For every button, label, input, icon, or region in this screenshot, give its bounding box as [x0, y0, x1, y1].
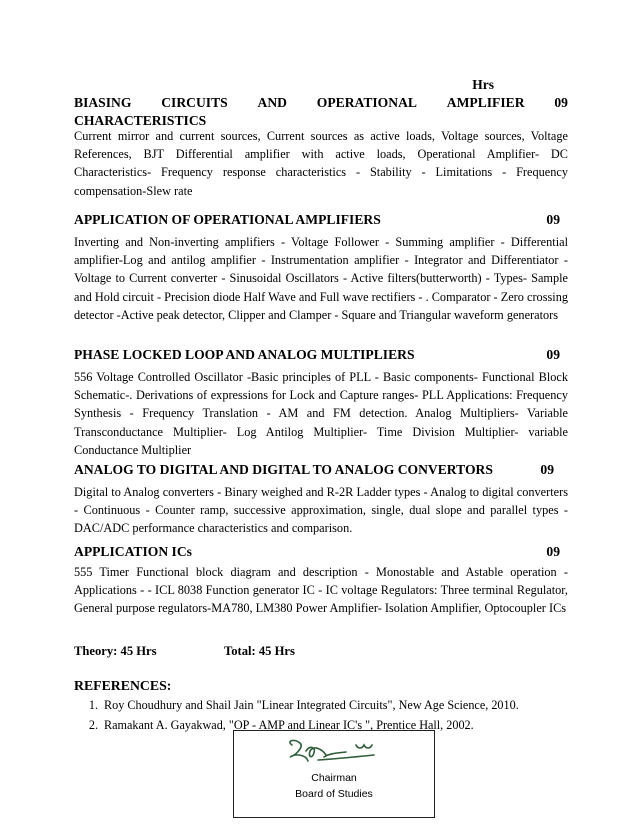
section-hours: 09 [546, 212, 560, 227]
section-1-body: Current mirror and current sources, Current sources as active loads, Voltage sources, Voltage References, BJT Differential amplifier with active loads, Operational Amplifier- DC Characteristics- Frequency response characteristics - Stability - Limitations - Frequency compensation-Slew rate [74, 129, 568, 198]
section-2-heading [74, 211, 568, 228]
heading-word: AND [257, 95, 287, 110]
section-title: ANALOG TO DIGITAL AND DIGITAL TO ANALOG CONVERTORS [74, 462, 493, 477]
section-1-hours: 09 [554, 95, 568, 110]
section-title: APPLICATION OF OPERATIONAL AMPLIFIERS [74, 212, 381, 227]
theory-hours: Theory: 45 Hrs [74, 644, 157, 658]
section-3-body: 556 Voltage Controlled Oscillator -Basic principles of PLL - Basic components- Functional Block Schematic-. Derivations of expressions for Lock and Capture ranges- PLL Applications: Frequency Synthesis - Frequency Translation - AM and FM detection. Analog Multipliers- Variable Transconductance Multiplier- Log Antilog Multiplier- Time Division Multiplier- variable Conductance Multiplier [74, 370, 568, 457]
section-4-body: Digital to Analog converters - Binary weighed and R-2R Ladder types - Analog to digital converters - Continuous - Counter ramp, successive approximation, single, dual slope and parallel types - DAC/ADC performance characteristics and comparison. [74, 485, 568, 536]
hours-column-label: Hrs [472, 77, 494, 92]
reference-item [74, 695, 519, 715]
heading-word: AMPLIFIER [446, 95, 525, 110]
section-1-heading [74, 94, 568, 130]
section-hours: 09 [540, 462, 554, 477]
section-3-heading [74, 346, 568, 363]
reference-number: 2. [88, 718, 98, 732]
section-2 [74, 211, 568, 324]
heading-word: BIASING [74, 95, 132, 110]
section-4-heading [74, 461, 568, 478]
total-hours: Total: 45 Hrs [224, 644, 295, 658]
section-5 [74, 543, 568, 618]
signature-title: Chairman [311, 772, 357, 784]
signature-box [233, 730, 435, 818]
heading-word: CIRCUITS [161, 95, 228, 110]
signature-subtitle: Board of Studies [295, 788, 373, 800]
heading-word: OPERATIONAL [316, 95, 417, 110]
section-title: APPLICATION ICs [74, 544, 192, 559]
references-heading: REFERENCES: [74, 678, 172, 693]
section-title: PHASE LOCKED LOOP AND ANALOG MULTIPLIERS [74, 347, 415, 362]
reference-number: 1. [88, 698, 98, 712]
heading-line-2: CHARACTERISTICS [74, 113, 207, 128]
reference-text: Ramakant A. Gayakwad, "OP - AMP and Linear IC's ", Prentice Hall, 2002. [104, 718, 474, 732]
section-hours: 09 [546, 544, 560, 559]
signature-scribble [234, 735, 434, 771]
section-hours: 09 [546, 347, 560, 362]
section-5-heading [74, 543, 568, 560]
references-list [74, 695, 519, 735]
section-3 [74, 346, 568, 459]
section-5-body: 555 Timer Functional block diagram and description - Monostable and Astable operation - Applications - - ICL 8038 Function generator IC - IC voltage Regulators: Three terminal Regulator, General purpose regulators-MA780, LM380 Power Amplifier- Isolation Amplifier, Optocoupler ICs [74, 565, 568, 616]
section-4 [74, 461, 568, 538]
reference-text: Roy Choudhury and Shail Jain "Linear Integrated Circuits", New Age Science, 2010. [104, 698, 519, 712]
section-2-body: Inverting and Non-inverting amplifiers - Voltage Follower - Summing amplifier - Differential amplifier-Log and antilog amplifier - Instrumentation amplifier - Integrator and Differentiator - Voltage to Current converter - Sinusoidal Oscillators - Active filters(butterworth) - Types- Sample and Hold circuit - Precision diode Half Wave and Full wave rectifiers - . Comparator - Zero crossing detector -Active peak detector, Clipper and Clamper - Square and Triangular waveform generators [74, 235, 568, 322]
